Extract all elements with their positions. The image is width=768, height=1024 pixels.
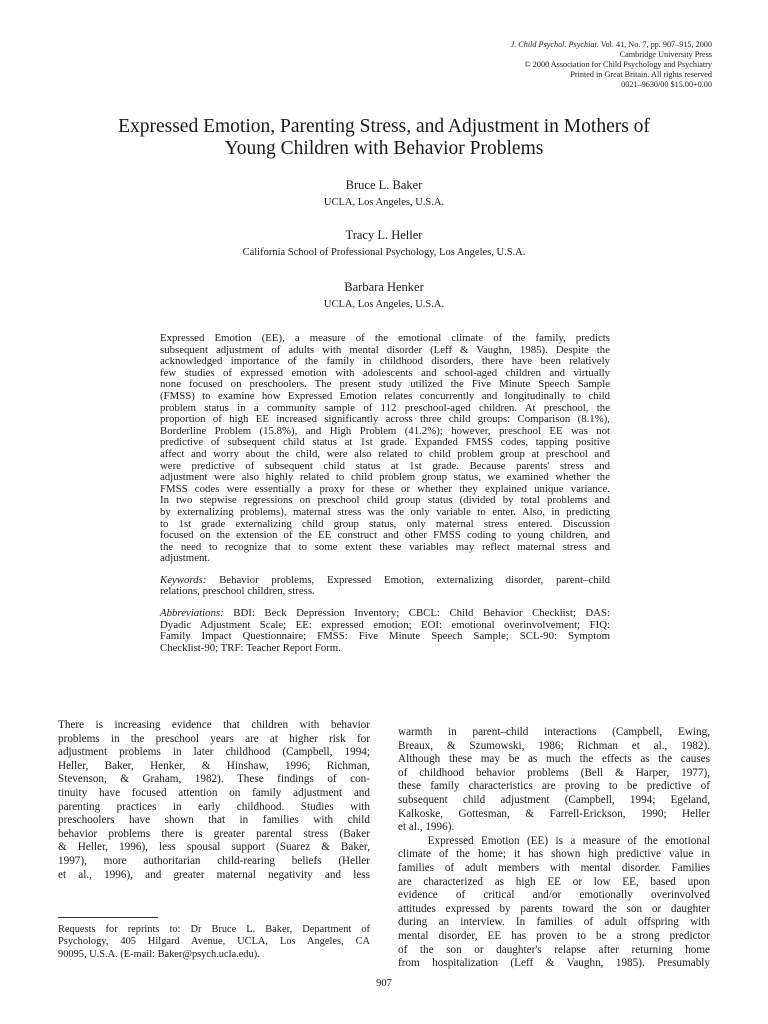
body-line: & Heller, 1996), less spousal support (Suarez & Baker,: [58, 841, 370, 854]
footnote-line: 90095, U.S.A. (E-mail: Baker@psych.ucla.edu).: [58, 948, 260, 960]
abstract-line: focused on the extension of the EE construct and other FMSS coding to young children, and: [160, 529, 610, 542]
body-line: behavior problems there is greater parental stress (Baker: [58, 827, 370, 840]
author-affiliation: UCLA, Los Angeles, U.S.A.: [323, 299, 445, 310]
abstract-line: FMSS codes were essentially a proxy for these or whether they explained unique variance.: [160, 482, 610, 495]
abstract-line: Expressed Emotion (EE), a measure of the emotional climate of the family, predicts: [160, 332, 610, 344]
paper-title: [40, 116, 728, 160]
author-name: Barbara Henker: [344, 280, 424, 294]
body-line: Breaux, & Szumowski, 1986; Richman et al., 1982).: [398, 739, 710, 752]
keywords-line: relations, preschool children, stress.: [160, 585, 315, 598]
author-name: Tracy L. Heller: [345, 228, 423, 242]
abbreviations-text: BDI: Beck Depression Inventory; CBCL: Child Behavior Checklist; DAS:: [223, 607, 610, 620]
abstract-line: proportion of high EE increased significantly across three child groups: Comparison (8.1%),: [160, 413, 610, 426]
abstract-line: acknowledged importance of the family in childhood disorders, there have been relatively: [160, 355, 610, 368]
body-line: problems in the preschool years are at higher risk for: [58, 732, 370, 745]
abstract-line: (FMSS) to examine how Expressed Emotion relates concurrently and longitudinally to child: [160, 389, 610, 402]
body-line: Stevenson, & Graham, 1982). These findings of con-: [58, 773, 370, 786]
journal-citation-block: [412, 40, 712, 90]
author-name: Bruce L. Baker: [345, 178, 423, 192]
publisher-line: Cambridge University Press: [619, 50, 712, 59]
footnote: [58, 924, 370, 961]
citation-line: [412, 40, 712, 50]
body-line: these family characteristics are proving to be predictive of: [398, 780, 710, 793]
abstract-line: to 1st grade externalizing child group status, only maternal stress entered. Discussion: [160, 517, 610, 530]
abstract-line: subsequent adjustment of adults with mental disorder (Leff & Vaughn, 1985). Despite the: [160, 343, 610, 356]
abstract-line: affect and worry about the child, were also related to child problem group at preschool and: [160, 447, 610, 460]
author-affiliation: UCLA, Los Angeles, U.S.A.: [323, 197, 445, 208]
printed-line: Printed in Great Britain. All rights reserved: [570, 70, 712, 79]
body-column-right: [398, 726, 710, 971]
abbreviations-label: Abbreviations:: [160, 607, 224, 620]
page-number: 907: [376, 978, 392, 989]
body-line: Heller, Baker, Henker, & Hinshaw, 1996; Richman,: [58, 759, 370, 772]
footnote-line: Psychology, 405 Hilgard Avenue, UCLA, Los Angeles, CA: [58, 936, 370, 948]
body-line: mental disorder, EE has proven to be a strong predictor: [398, 929, 710, 942]
body-line: families of adult members with mental disorder. Families: [398, 861, 710, 874]
body-line: parenting practices in early childhood. Studies with: [58, 800, 370, 813]
author-affiliation: California School of Professional Psychology, Los Angeles, U.S.A.: [242, 247, 526, 258]
journal-name: J. Child Psychol. Psychiat.: [510, 40, 599, 49]
body-line: of the son or daughter's relapse after returning home: [398, 943, 710, 956]
title-line: Expressed Emotion, Parenting Stress, and Adjustment in Mothers of: [118, 116, 650, 137]
abstract-line: problem status in a community sample of 112 preschool-aged children. At preschool, the: [160, 401, 610, 414]
body-line: of childhood behavior problems (Bell & Harper, 1977),: [398, 766, 710, 779]
abstract-line: In two stepwise regressions on preschool child group status (divided by total problems and: [160, 494, 610, 507]
abstract-line: Borderline Problem (15.8%), and High Problem (41.2%); however, preschool EE was not: [160, 424, 610, 437]
body-line: are characterized as high EE or low EE, based upon: [398, 875, 710, 888]
abstract-line: none focused on preschoolers. The present study utilized the Five Minute Speech Sample: [160, 378, 610, 391]
abstract-line: the need to recognize that to some extent these variables may reflect maternal stress and: [160, 540, 610, 553]
body-line: Kalkoske, Gottesman, & Farrell-Erickson, 1990; Heller: [398, 807, 710, 820]
copyright-line: © 2000 Association for Child Psychology and Psychiatry: [524, 60, 712, 69]
body-line: There is increasing evidence that children with behavior: [58, 719, 370, 731]
abstract-line: adjustment.: [160, 552, 211, 565]
body-line: evidence of critical and/or emotionally overinvolved: [398, 889, 710, 902]
abbreviations-line: [160, 608, 610, 620]
citation-volume: Vol. 41, No. 7, pp. 907–915, 2000: [598, 40, 712, 49]
body-line: et al., 1996).: [398, 821, 455, 834]
abbreviations-line: Checklist-90; TRF: Teacher Report Form.: [160, 641, 341, 654]
abstract-line: adjustment were also highly related to child problem group status, we examined whether the: [160, 471, 610, 484]
body-line: during an interview. In families of adult offspring with: [398, 916, 710, 929]
issn-line: 0021–9630/00 $15.00+0.00: [621, 80, 712, 89]
body-line: Expressed Emotion (EE) is a measure of the emotional: [398, 834, 710, 847]
body-line: Although these may be as much the effects as the causes: [398, 753, 710, 766]
body-line: subsequent child adjustment (Campbell, 1994; Egeland,: [398, 793, 710, 806]
body-line: adjustment problems in later childhood (Campbell, 1994;: [58, 746, 370, 759]
abstract-line: were predictive of subsequent child status at 1st grade. Because parents' stress and: [160, 459, 610, 472]
keywords-text: Behavior problems, Expressed Emotion, externalizing disorder, parent–child: [206, 573, 610, 586]
abstract-line: few studies of expressed emotion with adolescents and school-aged children and virtually: [160, 366, 610, 379]
body-line: et al., 1996), and greater maternal negativity and less: [58, 868, 370, 881]
abstract-line: by externalizing problems), maternal stress was the only variable to enter. Also, in predicting: [160, 505, 610, 518]
footnote-divider: [58, 917, 158, 918]
body-line: preschoolers have shown that in families with child: [58, 814, 370, 827]
body-line: attitudes expressed by parents toward the son or daughter: [398, 902, 710, 915]
footnote-line: Requests for reprints to: Dr Bruce L. Baker, Department of: [58, 924, 370, 935]
abbreviations-line: Dyadic Adjustment Scale; EE: expressed emotion; EOI: emotional overinvolvement; FIQ:: [160, 618, 610, 631]
body-line: climate of the home; it has shown high predictive value in: [398, 848, 710, 861]
body-line: tinuity have focused attention on family adjustment and: [58, 786, 370, 799]
body-line: warmth in parent–child interactions (Campbell, Ewing,: [398, 726, 710, 738]
keywords-label: Keywords:: [160, 573, 207, 586]
body-line: from hospitalization (Leff & Vaughn, 1985). Presumably: [398, 957, 710, 970]
abstract-line: predictive of subsequent child status at 1st grade. Expanded FMSS codes, tapping positive: [160, 436, 610, 449]
body-column-left: [58, 719, 370, 882]
body-line: 1997), more authoritarian child-rearing beliefs (Heller: [58, 854, 370, 867]
abbreviations-line: Family Impact Questionnaire; FMSS: Five Minute Speech Sample; SCL-90: Symptom: [160, 630, 610, 643]
title-line: Young Children with Behavior Problems: [224, 138, 544, 159]
abstract: [160, 333, 610, 654]
